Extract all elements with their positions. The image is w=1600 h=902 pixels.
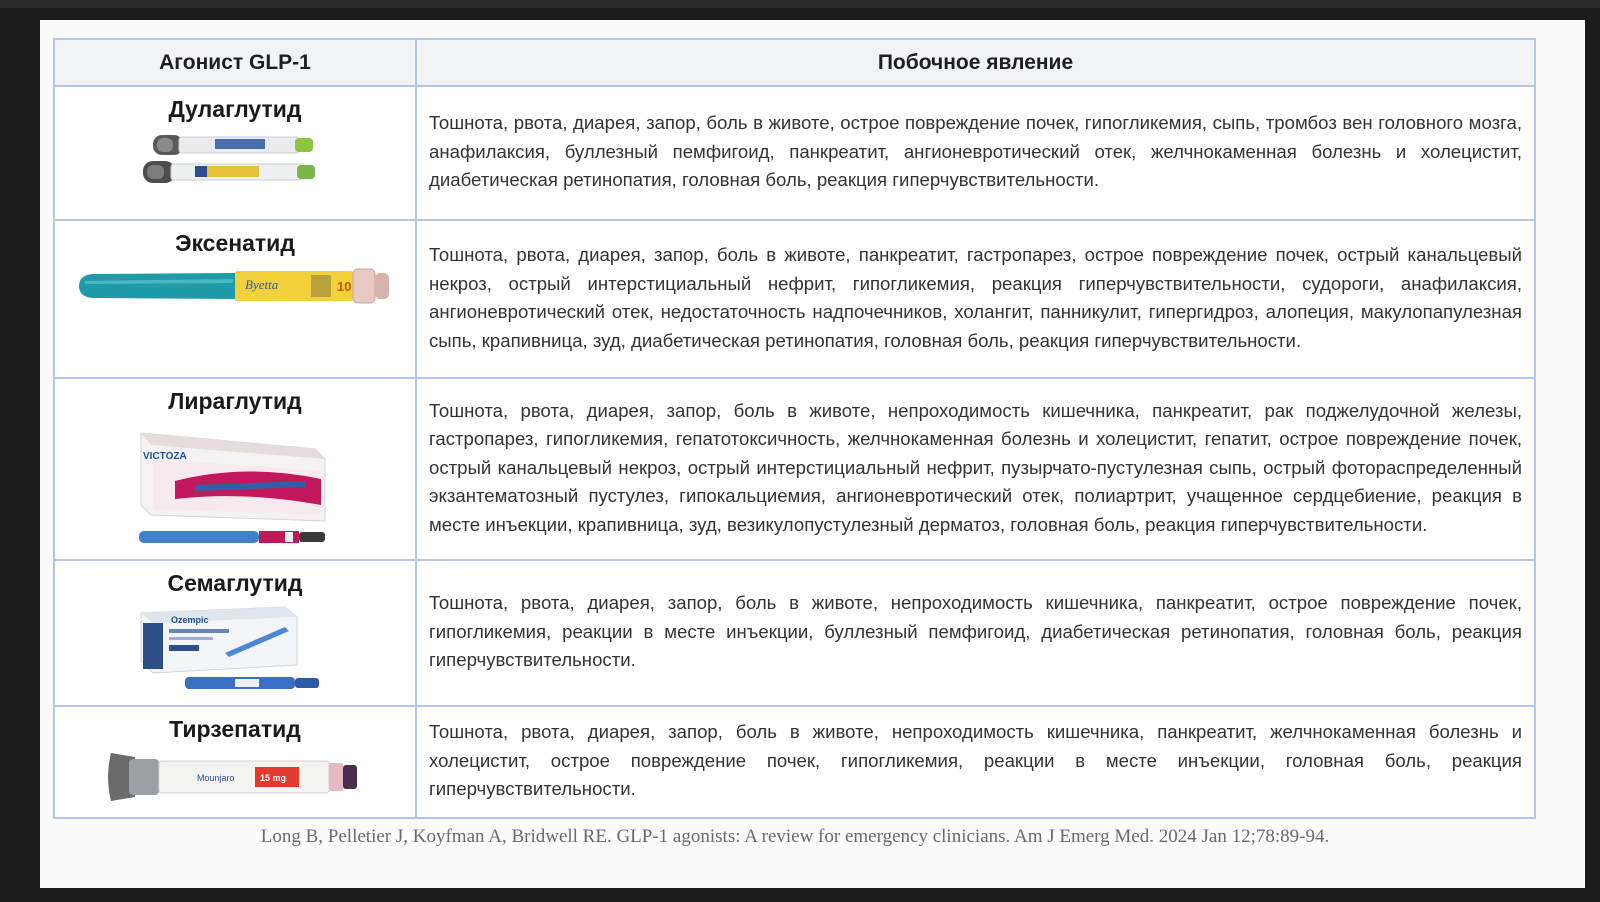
table-row	[54, 706, 1535, 818]
table-row	[54, 560, 1535, 706]
liraglutide-brand-label: VICTOZA	[143, 451, 187, 462]
semaglutide-brand-label: Ozempic	[171, 615, 209, 625]
agonist-cell	[54, 378, 416, 560]
liraglutide-box-and-pen-image	[135, 419, 335, 549]
side-effects-cell: Тошнота, рвота, диарея, запор, боль в животе, непроходимость кишечника, панкреатит, желчнокаменная болезнь и холецистит, острое повреждение почек, гипогликемия, реакции в месте инъекции, головная боль, реакция гиперчувствительности.	[416, 706, 1535, 818]
top-bar	[0, 0, 1600, 8]
header-side-effect: Побочное явление	[416, 39, 1535, 86]
side-effects-cell: Тошнота, рвота, диарея, запор, боль в животе, панкреатит, гастропарез, острое повреждение почек, острый канальцевый некроз, острый интерстициальный нефрит, гипогликемия, реакция гиперчувствительности, судороги, анафилаксия, ангионевротический отек, недостаточность надпочечников, холангит, панникулит, гипергидроз, алопеция, макулопапулезная сыпь, крапивница, зуд, диабетическая ретинопатия, головная боль, реакция гиперчувствительности.	[416, 220, 1535, 378]
table-row	[54, 220, 1535, 378]
slide	[40, 20, 1585, 888]
table-row	[54, 86, 1535, 220]
tirzepatide-pen-image	[105, 747, 365, 807]
citation: Long B, Pelletier J, Koyfman A, Bridwell RE. GLP-1 agonists: A review for emergency clinicians. Am J Emerg Med. 2024 Jan 12;78:89-94.	[260, 826, 1330, 847]
exenatide-brand-label: Byetta	[245, 277, 279, 292]
drug-name: Лираглутид	[168, 388, 302, 414]
side-effects-cell: Тошнота, рвота, диарея, запор, боль в животе, острое повреждение почек, гипогликемия, сыпь, тромбоз вен головного мозга, анафилаксия, буллезный пемфигоид, панкреатит, ангионевротический отек, желчнокаменная болезнь и холецистит, диабетическая ретинопатия, головная боль, реакция гиперчувствительности.	[416, 86, 1535, 220]
header-agonist: Агонист GLP-1	[54, 39, 416, 86]
semaglutide-box-and-pen-image	[135, 601, 335, 695]
agonist-cell	[54, 86, 416, 220]
side-effects-cell: Тошнота, рвота, диарея, запор, боль в животе, непроходимость кишечника, панкреатит, рак поджелудочной железы, гастропарез, гипогликемия, гепатотоксичность, желчнокаменная болезнь и холецистит, гепатит, острое повреждение почек, острый канальцевый некроз, острый интерстициальный нефрит, пузырчато-пустулезная сыпь, острый фотораспределенный экзантематозный пустулез, гипокальциемия, ангионевротический отек, полиартрит, учащенное сердцебиение, реакция в месте инъекции, крапивница, зуд, везикулопустулезный дерматоз, головная боль, реакция гиперчувствительности.	[416, 378, 1535, 560]
table-header-row	[54, 39, 1535, 86]
agonist-cell	[54, 560, 416, 706]
agonist-cell	[54, 220, 416, 378]
tirzepatide-brand-label: Mounjaro	[197, 773, 235, 783]
tirzepatide-dose-label: 15 mg	[260, 773, 287, 783]
drug-name: Тирзепатид	[169, 716, 301, 742]
exenatide-pen-image	[75, 261, 395, 311]
drug-name: Эксенатид	[175, 230, 295, 256]
exenatide-dose-label: 10	[337, 279, 352, 294]
drug-name: Дулаглутид	[168, 96, 302, 122]
agonist-cell	[54, 706, 416, 818]
drug-name: Семаглутид	[167, 570, 303, 596]
dulaglutide-pens-image	[135, 127, 335, 191]
side-effects-cell: Тошнота, рвота, диарея, запор, боль в животе, непроходимость кишечника, панкреатит, острое повреждение почек, гипогликемия, реакции в месте инъекции, буллезный пемфигоид, диабетическая ретинопатия, головная боль, реакция гиперчувствительности.	[416, 560, 1535, 706]
side-effects-table	[53, 38, 1536, 819]
table-row	[54, 378, 1535, 560]
